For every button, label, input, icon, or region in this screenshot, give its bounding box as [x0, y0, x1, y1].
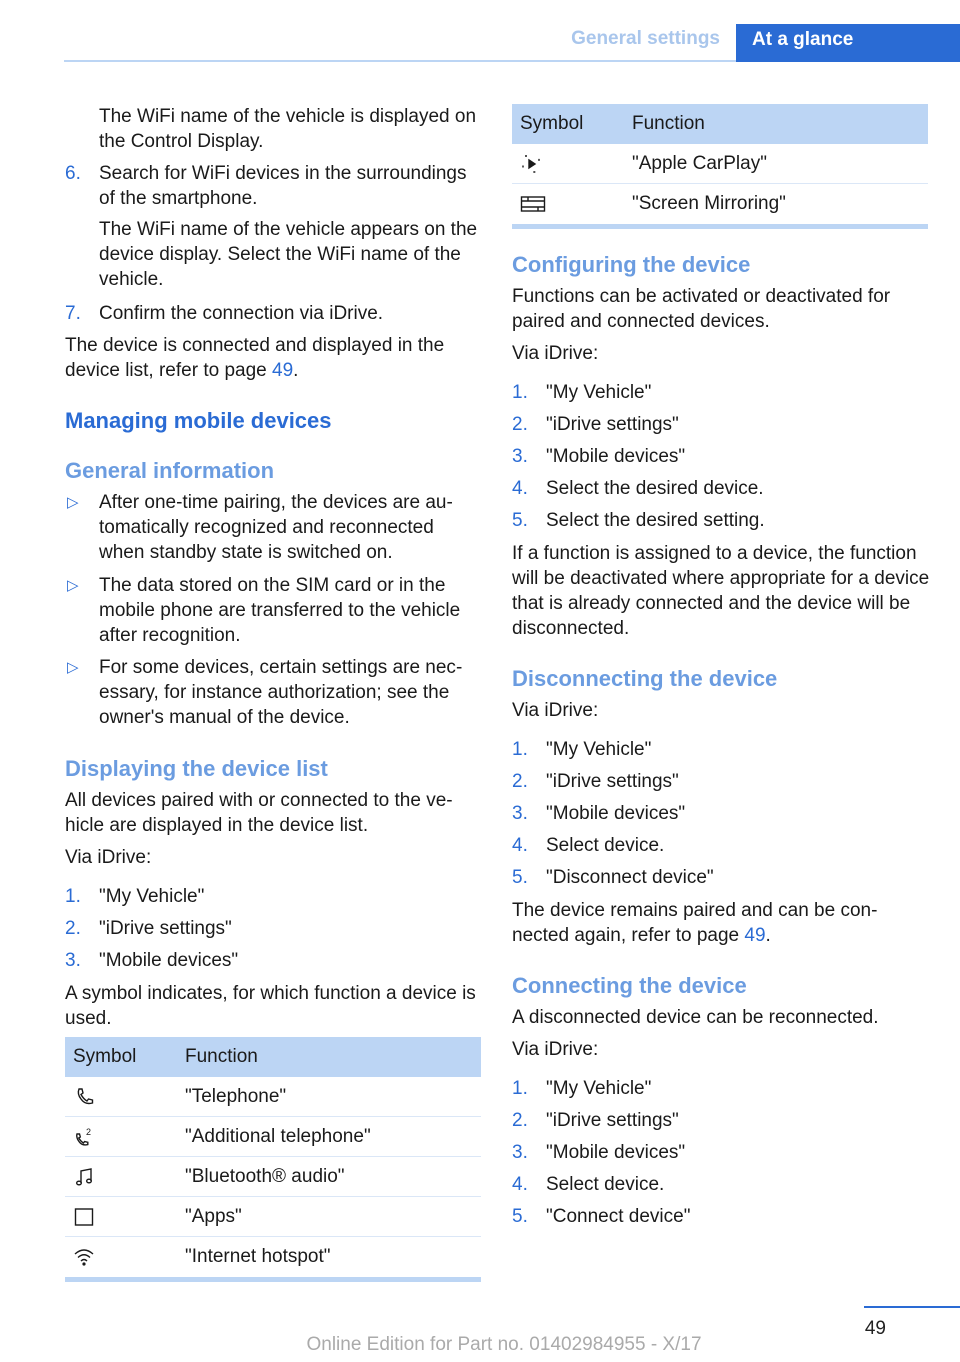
screen-mirroring-icon — [520, 193, 546, 215]
col-header-symbol: Symbol — [73, 1046, 137, 1067]
page-link[interactable]: 49 — [272, 360, 294, 381]
phone-2-icon — [73, 1126, 95, 1148]
step-number: 5. — [512, 867, 528, 888]
wifi-name-text: The WiFi name of the vehicle is displayed on the Control Display. — [99, 106, 477, 152]
step-text: Select the desired device. — [546, 478, 764, 499]
step-number: 7. — [65, 303, 81, 324]
disconnect-note — [512, 898, 928, 948]
list-item — [512, 769, 928, 794]
header-tab[interactable]: At a glance — [736, 24, 960, 62]
heading-connecting: Connecting the device — [512, 973, 747, 998]
step-number: 1. — [512, 1078, 528, 1099]
connected-text — [65, 333, 481, 383]
step-text: "iDrive settings" — [546, 1110, 679, 1131]
heading-configuring: Configuring the device — [512, 252, 751, 277]
list-item — [512, 1108, 928, 1133]
disconnect-note-body: The device remains paired and can be connected again, refer to page — [512, 900, 878, 946]
bullet-text: After one-time pairing, the devices are automatically recognized and reconnected when standby state is switched on. — [99, 492, 453, 563]
table-row — [65, 1237, 481, 1277]
step-6 — [65, 161, 481, 292]
step-text: "Connect device" — [546, 1206, 691, 1227]
step-7 — [65, 301, 481, 326]
list-item — [512, 737, 928, 762]
step-number: 4. — [512, 478, 528, 499]
period: . — [293, 360, 299, 381]
heading-general: General information — [65, 458, 275, 483]
list-item — [512, 380, 928, 405]
step-number: 2. — [512, 771, 528, 792]
col-header-function: Function — [185, 1046, 258, 1067]
list-item — [65, 916, 481, 941]
step-text: Confirm the connection via iDrive. — [99, 303, 384, 324]
step-number: 2. — [512, 414, 528, 435]
page-link[interactable]: 49 — [744, 925, 766, 946]
step-number: 1. — [65, 886, 81, 907]
bullet-item — [65, 655, 481, 730]
wifi-icon — [73, 1246, 95, 1268]
edition-footer: Online Edition for Part no. 01402984955 - X/17 — [306, 1334, 702, 1355]
list-item — [512, 476, 928, 501]
step-text: "My Vehicle" — [546, 1078, 652, 1099]
step-text: Search for WiFi devices in the surroundings of the smartphone. — [99, 163, 467, 209]
config-note: If a function is assigned to a device, the function will be deactivated where appropriate for a device that is already connected and the device will be disconnected. — [512, 543, 930, 639]
col-header-symbol: Symbol — [520, 113, 584, 134]
table-row — [512, 184, 928, 224]
step-text: "Mobile devices" — [99, 950, 239, 971]
music-note-icon — [73, 1166, 95, 1188]
phone-icon — [73, 1086, 95, 1108]
heading-displaying: Displaying the device list — [65, 756, 328, 781]
col-header-function: Function — [632, 113, 705, 134]
function-label: "Telephone" — [185, 1085, 287, 1107]
connecting-text: A disconnected device can be reconnected. — [512, 1007, 879, 1028]
step-text: "iDrive settings" — [99, 918, 232, 939]
step-text: "iDrive settings" — [546, 414, 679, 435]
list-item — [512, 833, 928, 858]
step-number: 3. — [512, 446, 528, 467]
period: . — [765, 925, 771, 946]
table-row — [65, 1117, 481, 1157]
list-item — [512, 1140, 928, 1165]
bullet-text: The data stored on the SIM card or in the mobile phone are transferred to the vehicle after recognition. — [99, 575, 461, 646]
step-number: 4. — [512, 835, 528, 856]
step-number: 4. — [512, 1174, 528, 1195]
bullet-triangle-icon: ▷ — [67, 494, 79, 511]
table-header — [512, 104, 928, 144]
via-idrive: Via iDrive: — [65, 847, 152, 868]
via-idrive: Via iDrive: — [512, 1039, 599, 1060]
heading-disconnecting: Disconnecting the device — [512, 666, 778, 691]
step-text: "Mobile devices" — [546, 1142, 686, 1163]
step-text: Select device. — [546, 1174, 665, 1195]
symbol-table — [65, 1037, 481, 1282]
step-text: Select device. — [546, 835, 665, 856]
page-header — [0, 24, 960, 62]
step-text: "Disconnect device" — [546, 867, 714, 888]
step-text: "iDrive settings" — [546, 771, 679, 792]
step-number: 3. — [65, 950, 81, 971]
step-subtext: The WiFi name of the vehicle appears on the device display. Select the WiFi name of the vehicle. — [99, 219, 478, 290]
step-number: 3. — [512, 803, 528, 824]
step-number: 6. — [65, 163, 81, 184]
table-row — [512, 144, 928, 184]
list-item — [512, 1204, 928, 1229]
table-row — [65, 1077, 481, 1117]
function-label: "Bluetooth® audio" — [185, 1165, 345, 1187]
list-item — [512, 508, 928, 533]
list-item — [512, 444, 928, 469]
list-item — [512, 801, 928, 826]
step-text: "Mobile devices" — [546, 446, 686, 467]
via-idrive: Via iDrive: — [512, 700, 599, 721]
bullet-triangle-icon: ▷ — [67, 659, 79, 676]
page-number-rule — [864, 1306, 960, 1308]
function-label: "Screen Mirroring" — [632, 193, 786, 214]
carplay-icon — [520, 153, 542, 175]
bullet-item — [65, 490, 481, 565]
step-text: "My Vehicle" — [99, 886, 205, 907]
bullet-triangle-icon: ▷ — [67, 577, 79, 594]
heading-managing: Managing mobile devices — [65, 408, 332, 433]
step-number: 2. — [512, 1110, 528, 1131]
connected-text-body: The device is connected and displayed in the device list, refer to page — [65, 335, 445, 381]
header-section-title[interactable]: General settings — [571, 28, 720, 49]
table-row — [65, 1197, 481, 1237]
step-number: 5. — [512, 510, 528, 531]
table-row — [65, 1157, 481, 1197]
step-text: "My Vehicle" — [546, 382, 652, 403]
symbol-table-continued — [512, 104, 928, 229]
list-item — [512, 1172, 928, 1197]
svg-text:2: 2 — [86, 1126, 92, 1137]
step-number: 1. — [512, 382, 528, 403]
via-idrive: Via iDrive: — [512, 343, 599, 364]
step-text: Select the desired setting. — [546, 510, 765, 531]
step-text: "My Vehicle" — [546, 739, 652, 760]
list-item — [512, 412, 928, 437]
step-number: 1. — [512, 739, 528, 760]
step-number: 5. — [512, 1206, 528, 1227]
configuring-text: Functions can be activated or deactivated for paired and connected devices. — [512, 286, 891, 332]
list-item — [512, 865, 928, 890]
step-text: "Mobile devices" — [546, 803, 686, 824]
displaying-text: All devices paired with or connected to the vehicle are displayed in the device list. — [65, 790, 453, 836]
list-item — [65, 884, 481, 909]
step-number: 2. — [65, 918, 81, 939]
page-number: 49 — [864, 1318, 886, 1339]
bullet-item — [65, 573, 481, 648]
bullet-text: For some devices, certain settings are necessary, for instance authorization; see the owner's manual of the device. — [99, 657, 463, 728]
function-label: "Additional telephone" — [185, 1125, 371, 1147]
step-number: 3. — [512, 1142, 528, 1163]
symbol-text: A symbol indicates, for which function a device is used. — [65, 983, 476, 1029]
table-header — [65, 1037, 481, 1077]
list-item — [512, 1076, 928, 1101]
function-label: "Apps" — [185, 1205, 242, 1227]
apps-square-icon — [73, 1206, 95, 1228]
list-item — [65, 948, 481, 973]
function-label: "Apple CarPlay" — [632, 152, 767, 174]
function-label: "Internet hotspot" — [185, 1246, 331, 1267]
